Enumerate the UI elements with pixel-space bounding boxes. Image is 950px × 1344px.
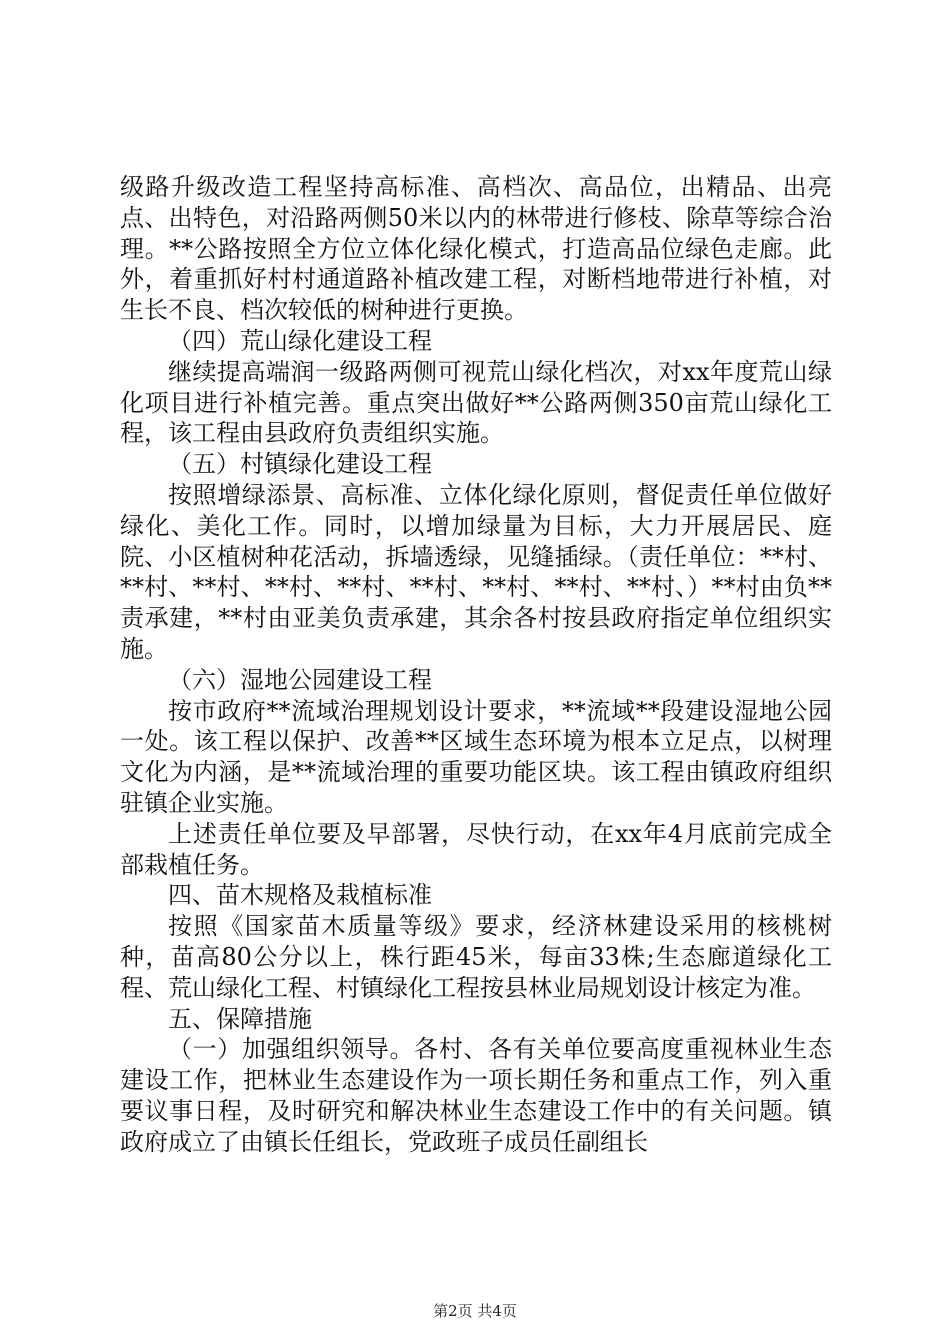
paragraph-organization-leadership: （一）加强组织领导。各村、各有关单位要高度重视林业生态建设工作，把林业生态建设作为一项长期任务和重点工作，列入重要议事日程，及时研究和解决林业生态建设工作中的有关问题。镇政府成立了由镇长任组长，党政班子成员任副组长 xyxy=(120,1035,832,1156)
heading-seedling-standards: 四、苗木规格及栽植标准 xyxy=(168,881,432,910)
page-number-footer: 第2页 共4页 xyxy=(433,1302,517,1320)
paragraph-seedling-standards: 按照《国家苗木质量等级》要求，经济林建设采用的核桃树种，苗高80公分以上，株行距45米，每亩33株;生态廊道绿化工程、荒山绿化工程、村镇绿化工程按县林业局规划设计核定为准。 xyxy=(120,912,832,1002)
paragraph-wetland-park: 按市政府**流域治理规划设计要求，**流域**段建设湿地公园一处。该工程以保护、改善**区域生态环境为根本立足点，以树理文化为内涵，是**流域治理的重要功能区块。该工程由镇政府组织驻镇企业实施。 xyxy=(120,696,832,817)
paragraph-village-greening: 按照增绿添景、高标准、立体化绿化原则，督促责任单位做好绿化、美化工作。同时，以增加绿量为目标，大力开展居民、庭院、小区植树种花活动，拆墙透绿，见缝插绿。（责任单位：**村、**村、**村、**村、**村、**村、**村、**村、**村、）**村由负**责承建，**村由亚美负责承建，其余各村按县政府指定单位组织实施。 xyxy=(120,480,832,663)
paragraph-deadline: 上述责任单位要及早部署，尽快行动，在xx年4月底前完成全部栽植任务。 xyxy=(120,819,832,879)
heading-safeguards: 五、保障措施 xyxy=(168,1004,312,1033)
heading-village-greening: （五）村镇绿化建设工程 xyxy=(168,450,432,479)
heading-barren-hill-greening: （四）荒山绿化建设工程 xyxy=(168,326,432,355)
paragraph-barren-hill: 继续提高端润一级路两侧可视荒山绿化档次，对xx年度荒山绿化项目进行补植完善。重点突出做好**公路两侧350亩荒山绿化工程，该工程由县政府负责组织实施。 xyxy=(120,357,832,448)
document-body xyxy=(120,172,832,1158)
paragraph-greening-roads: 级路升级改造工程坚持高标准、高档次、高品位，出精品、出亮点、出特色，对沿路两侧50米以内的林带进行修枝、除草等综合治理。**公路按照全方位立体化绿化模式，打造高品位绿色走廊。此外，着重抓好村村通道路补植改建工程，对断档地带进行补植，对生长不良、档次较低的树种进行更换。 xyxy=(120,173,832,325)
heading-wetland-park: （六）湿地公园建设工程 xyxy=(168,665,432,694)
